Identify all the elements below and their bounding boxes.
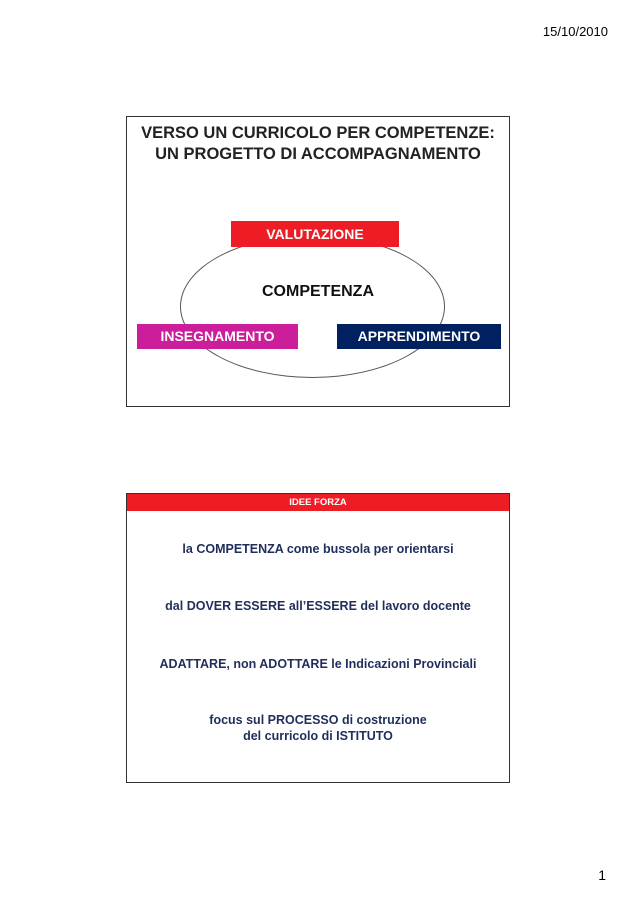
slide-title-line1: VERSO UN CURRICOLO PER COMPETENZE: bbox=[141, 124, 495, 142]
idea-curricolo-istituto: del curricolo di ISTITUTO bbox=[243, 729, 393, 743]
competenza-ellipse bbox=[180, 235, 445, 378]
slide-competenze bbox=[126, 116, 510, 407]
insegnamento-box: INSEGNAMENTO bbox=[137, 324, 298, 349]
competenza-label: COMPETENZA bbox=[262, 283, 374, 300]
idea-adattare: ADATTARE, non ADOTTARE le Indicazioni Provinciali bbox=[159, 657, 477, 671]
date-stamp: 15/10/2010 bbox=[542, 24, 608, 39]
idea-focus-processo: focus sul PROCESSO di costruzione bbox=[209, 713, 427, 727]
slide-title bbox=[127, 123, 509, 165]
slide-header-bar: IDEE FORZA bbox=[127, 494, 509, 511]
valutazione-box: VALUTAZIONE bbox=[231, 221, 399, 247]
apprendimento-box: APPRENDIMENTO bbox=[337, 324, 501, 349]
slide-title-line2: UN PROGETTO DI ACCOMPAGNAMENTO bbox=[155, 145, 481, 163]
idea-competenza: la COMPETENZA come bussola per orientarsi bbox=[182, 542, 454, 556]
page-number: 1 bbox=[598, 867, 606, 883]
idea-dover-essere: dal DOVER ESSERE all’ESSERE del lavoro docente bbox=[165, 599, 471, 613]
slide-idee-forza bbox=[126, 493, 510, 783]
